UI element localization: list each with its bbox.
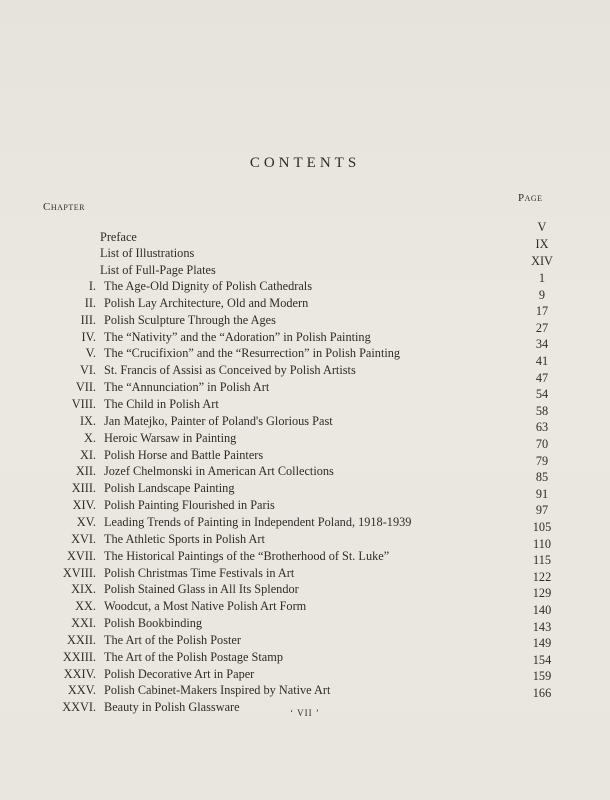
chapter-title: Polish Painting Flourished in Paris <box>104 498 275 513</box>
chapter-number: XVI. <box>71 531 96 546</box>
chapter-number: XII. <box>75 464 96 479</box>
chapter-number: XV. <box>76 514 96 529</box>
chapter-page: 129 <box>532 586 552 601</box>
front-matter-page: V <box>537 220 547 234</box>
chapter-page-row <box>0 436 610 452</box>
chapter-title: The “Annunciation” in Polish Art <box>104 380 270 395</box>
chapter-page-row <box>0 287 610 303</box>
chapter-page-row <box>0 453 610 469</box>
chapter-page-row <box>0 619 610 635</box>
chapter-number: XXIV. <box>63 666 96 681</box>
chapter-number: XXIII. <box>62 649 96 664</box>
chapter-number: X. <box>84 430 96 445</box>
chapter-title: Polish Lay Architecture, Old and Modern <box>104 295 309 310</box>
chapter-title: Polish Horse and Battle Painters <box>104 447 264 462</box>
folio-text: VII <box>297 708 313 718</box>
chapter-page: 47 <box>535 370 549 385</box>
chapter-number: IV. <box>81 329 96 344</box>
chapter-title: Polish Stained Glass in All Its Splendor <box>104 582 299 597</box>
chapter-page-row <box>0 585 610 601</box>
chapter-page-row <box>0 419 610 435</box>
chapter-number: XIII. <box>71 481 96 496</box>
chapter-number: XXVI. <box>62 700 96 715</box>
chapter-page-row <box>0 469 610 485</box>
chapter-page: 9 <box>538 287 546 302</box>
chapter-number: XXV. <box>67 683 96 698</box>
chapter-column-heading: Chapter <box>43 201 85 213</box>
chapter-title: Jan Matejko, Painter of Poland's Glorious Past <box>104 413 333 428</box>
front-matter-page: XIV <box>531 254 553 268</box>
chapter-page: 63 <box>535 420 549 435</box>
chapter-page: 110 <box>533 536 551 551</box>
chapter-title: The “Crucifixion” and the “Resurrection” in Polish Painting <box>104 346 401 361</box>
chapter-page-row <box>0 502 610 518</box>
chapter-title: Polish Sculpture Through the Ages <box>104 312 276 327</box>
front-matter-page-row <box>0 253 610 269</box>
chapter-title: Polish Landscape Painting <box>104 481 235 496</box>
front-matter-title: List of Illustrations <box>100 246 195 260</box>
chapter-page: 149 <box>532 636 552 651</box>
chapter-number: VII. <box>75 380 96 395</box>
chapter-page-row <box>0 635 610 651</box>
chapter-page: 34 <box>535 337 549 352</box>
chapter-page-row <box>0 602 610 618</box>
chapter-title: The Child in Polish Art <box>104 397 219 411</box>
chapter-title: Polish Bookbinding <box>104 616 203 630</box>
page-title: CONTENTS <box>249 155 361 171</box>
chapter-number: IX. <box>79 413 96 428</box>
chapter-page: 85 <box>535 470 549 485</box>
chapter-page: 41 <box>535 354 549 368</box>
chapter-title: Leading Trends of Painting in Independent Poland, 1918-1939 <box>104 514 412 529</box>
chapter-page-row <box>0 403 610 419</box>
chapter-page-row <box>0 685 610 701</box>
chapter-page: 91 <box>535 486 549 501</box>
chapter-title: St. Francis of Assisi as Conceived by Polish Artists <box>104 363 356 378</box>
chapter-number: XVII. <box>66 548 96 563</box>
chapter-page-row <box>0 536 610 552</box>
chapter-page: 115 <box>533 553 551 568</box>
chapter-title: Polish Christmas Time Festivals in Art <box>104 565 295 580</box>
chapter-title: Polish Decorative Art in Paper <box>104 666 255 681</box>
chapter-title: The Art of the Polish Poster <box>104 632 241 647</box>
chapter-page-row <box>0 569 610 585</box>
chapter-page-row <box>0 370 610 386</box>
chapter-page: 97 <box>535 503 549 518</box>
chapter-number: III. <box>80 312 96 327</box>
chapter-page: 143 <box>532 619 552 634</box>
chapter-page-row <box>0 519 610 535</box>
chapter-title: Heroic Warsaw in Painting <box>104 430 237 445</box>
chapter-page-row <box>0 652 610 668</box>
chapter-title: Woodcut, a Most Native Polish Art Form <box>104 599 307 614</box>
chapter-title: Jozef Chelmonski in American Art Collections <box>104 464 334 479</box>
chapter-page: 166 <box>532 686 552 700</box>
chapter-number: XVIII. <box>62 565 96 580</box>
chapter-number: XI. <box>79 447 96 462</box>
chapter-title: The Age-Old Dignity of Polish Cathedrals <box>104 279 312 293</box>
front-matter-page-row <box>0 236 610 252</box>
chapter-page: 58 <box>535 403 549 418</box>
chapter-page: 140 <box>532 603 552 617</box>
chapter-number: V. <box>85 346 96 361</box>
chapter-page: 159 <box>532 669 552 684</box>
chapter-page: 27 <box>535 320 549 335</box>
chapter-number: XXII. <box>66 632 96 647</box>
front-matter-title: Preface <box>100 230 137 244</box>
chapter-number: XIV. <box>72 498 96 513</box>
chapter-page: 54 <box>535 387 549 402</box>
chapter-title: The Athletic Sports in Polish Art <box>104 531 265 546</box>
chapter-title: Beauty in Polish Glassware <box>104 700 240 715</box>
chapter-page-row <box>0 320 610 336</box>
chapter-number: XIX. <box>71 582 96 597</box>
chapter-page-row <box>0 386 610 402</box>
chapter-number: II. <box>84 295 96 310</box>
chapter-page-row <box>0 303 610 319</box>
chapter-page-row <box>0 668 610 684</box>
chapter-page: 122 <box>532 569 552 584</box>
page-column-heading: Page <box>518 192 543 204</box>
chapter-number: I. <box>88 279 96 293</box>
front-matter-page-row <box>0 219 610 235</box>
chapter-page-row <box>0 336 610 352</box>
front-matter-page: IX <box>535 237 549 251</box>
chapter-page: 154 <box>532 652 552 667</box>
chapter-title: The “Nativity” and the “Adoration” in Polish Painting <box>104 329 371 344</box>
chapter-number: XX. <box>75 599 96 614</box>
page-number-folio: ‘ VII ’ <box>290 708 320 718</box>
chapter-page-row <box>0 552 610 568</box>
chapter-number: VI. <box>79 363 96 378</box>
front-matter-title: List of Full-Page Plates <box>100 263 216 277</box>
chapter-page: 105 <box>532 520 552 534</box>
chapter-title: Polish Cabinet-Makers Inspired by Native Art <box>104 683 331 698</box>
chapter-page-row <box>0 353 610 369</box>
chapter-title: The Historical Paintings of the “Brotherhood of St. Luke” <box>104 548 390 563</box>
chapter-page: 17 <box>535 304 549 319</box>
chapter-page: 70 <box>535 437 549 451</box>
chapter-page-row <box>0 270 610 286</box>
chapter-number: VIII. <box>71 397 96 411</box>
chapter-number: XXI. <box>71 616 96 630</box>
chapter-page-row <box>0 486 610 502</box>
chapter-title: The Art of the Polish Postage Stamp <box>104 649 283 664</box>
chapter-page: 79 <box>535 453 549 468</box>
chapter-page: 1 <box>538 271 546 285</box>
